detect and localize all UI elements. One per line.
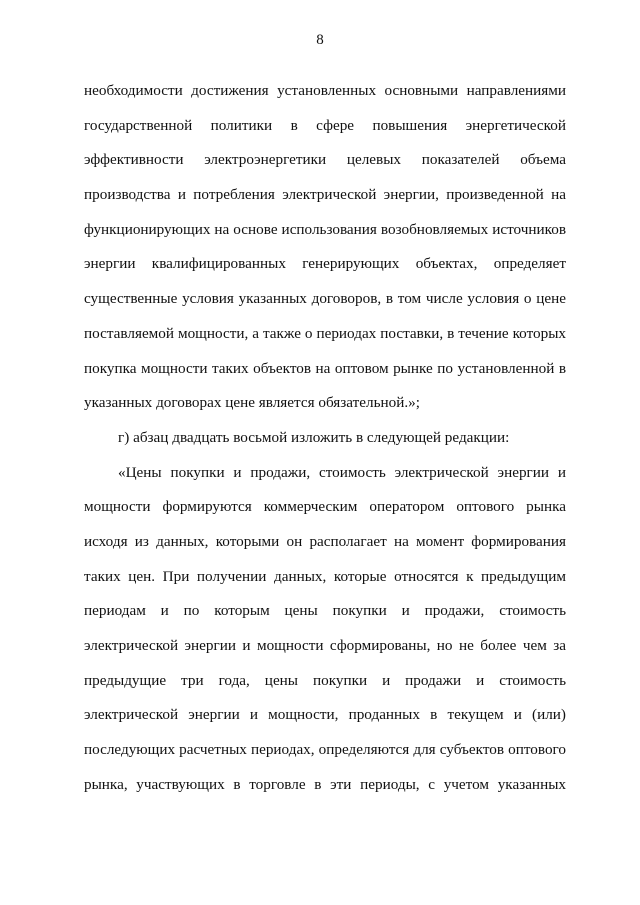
text-line: периодам и по которым цены покупки и продажи, стоимость <box>84 602 566 620</box>
text-line: производства и потребления электрической энергии, произведенной на <box>84 186 566 204</box>
text-line: исходя из данных, которыми он располагает на момент формирования <box>84 532 566 550</box>
text-line: функционирующих на основе использования возобновляемых источников <box>84 220 566 238</box>
page-number: 8 <box>316 32 324 48</box>
text-line: последующих расчетных периодах, определяются для субъектов оптового <box>84 741 566 759</box>
text-line: рынка, участвующих в торговле в эти периоды, с учетом указанных <box>84 775 566 793</box>
text-line: эффективности электроэнергетики целевых показателей объема <box>84 151 566 169</box>
text-line: таких цен. При получении данных, которые относятся к предыдущим <box>84 567 566 585</box>
text-line: покупка мощности таких объектов на оптовом рынке по установленной в <box>84 359 566 377</box>
document-body <box>84 78 566 806</box>
text-line: государственной политики в сфере повышения энергетической <box>84 116 566 134</box>
text-line: электрической энергии и мощности, проданных в текущем и (или) <box>84 706 566 724</box>
text-line: существенные условия указанных договоров, в том числе условия о цене <box>84 290 566 308</box>
text-line: поставляемой мощности, а также о периодах поставки, в течение которых <box>84 324 566 342</box>
text-line: «Цены покупки и продажи, стоимость электрической энергии и <box>118 463 566 481</box>
text-line: необходимости достижения установленных основными направлениями <box>84 82 566 99</box>
text-line: указанных договорах цене является обязательной.»; <box>84 394 420 412</box>
text-line: предыдущие три года, цены покупки и продажи и стоимость <box>84 671 566 689</box>
text-line: мощности формируются коммерческим оператором оптового рынка <box>84 498 566 516</box>
amendment-item-g: г) абзац двадцать восьмой изложить в следующей редакции: <box>118 428 510 446</box>
text-line: энергии квалифицированных генерирующих объектах, определяет <box>84 255 566 273</box>
text-line: электрической энергии и мощности сформированы, но не более чем за <box>84 637 566 654</box>
